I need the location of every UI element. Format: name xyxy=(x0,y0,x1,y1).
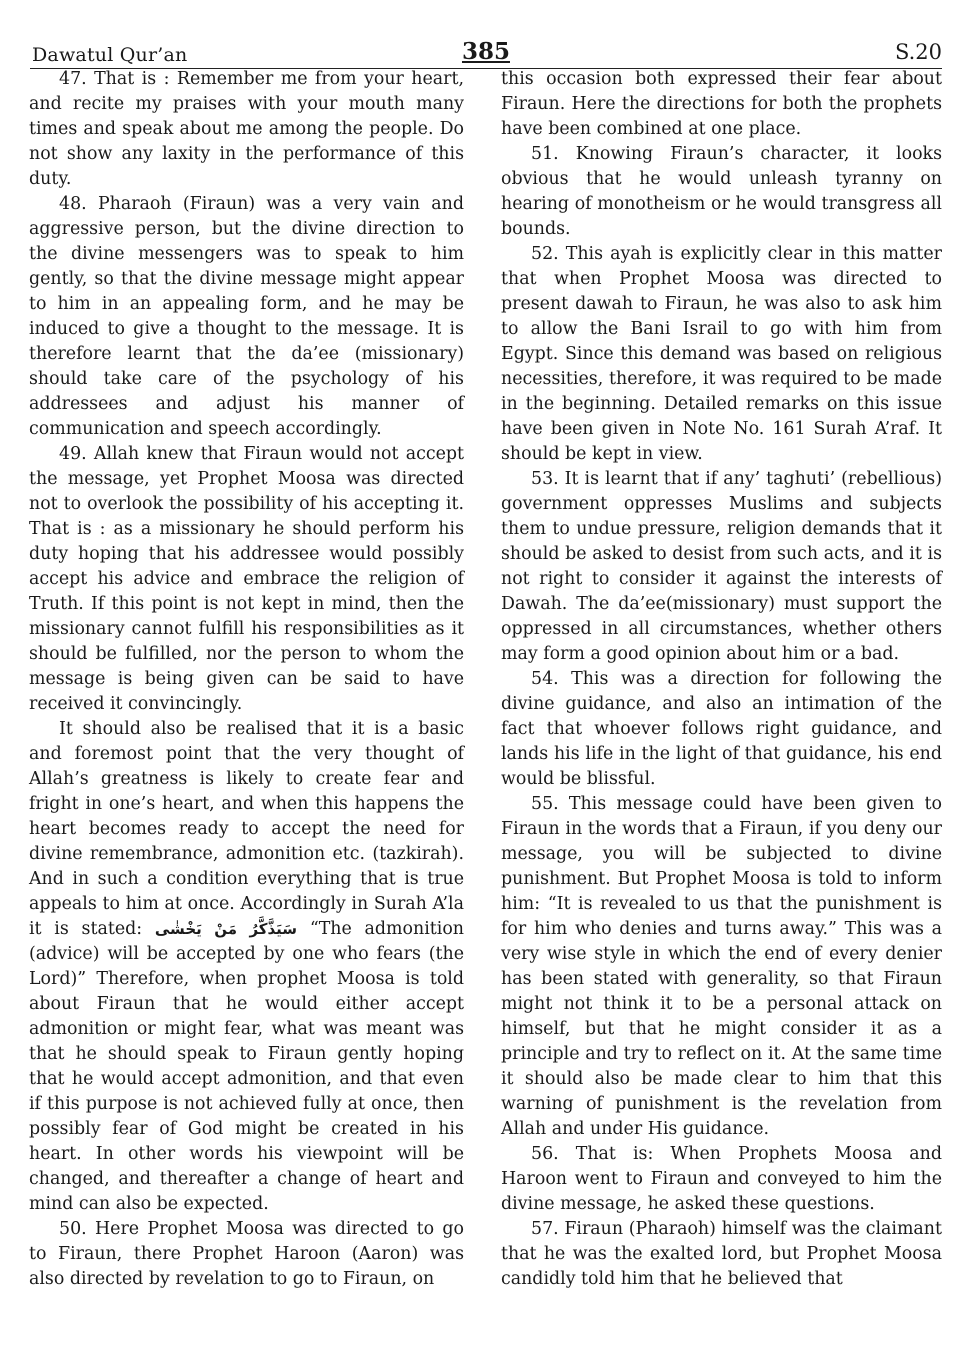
book-title: Dawatul Qur’an xyxy=(32,44,188,66)
page-header xyxy=(30,38,942,69)
note-52: 52. This ayah is explicitly clear in this matter that when Prophet Moosa was directed to present dawah to Firaun, he was also to ask him to allow the Bani Israil to go with him from Egypt. Since this demand was based on religious necessities, therefore, it was required to be made in the beginning. Detailed remarks on this issue have been given in Note No. 161 Surah A’raf. It should be kept in view. xyxy=(501,244,942,464)
note-50: 50. Here Prophet Moosa was directed to go to Firaun, there Prophet Haroon (Aaron) was also directed by revelation to go to Firaun, on xyxy=(29,1219,464,1289)
note-56: 56. That is: When Prophets Moosa and Haroon went to Firaun and conveyed to him the divine message, he asked these questions. xyxy=(501,1144,942,1214)
note-49-text-before: It should also be realised that it is a basic and foremost point that the very thought of Allah’s greatness is likely to create fear and fright in one’s heart, and when this happens the heart becomes ready to accept the need for divine remembrance, admonition etc. (tazkirah). And in such a condition everything that is true appeals to him at once. Accordingly in Surah A’la it is stated: xyxy=(29,719,464,939)
note-48: 48. Pharaoh (Firaun) was a very vain and aggressive person, but the divine direction to the divine messengers was to speak to him gently, so that the divine message might appear to him in an appealing form, and he may be induced to give a thought to the message. It is therefore learnt that the da’ee (missionary) should take care of the psychology of his addressees and adjust his manner of communication and speech accordingly. xyxy=(29,194,464,439)
note-50-continued: this occasion both expressed their fear about Firaun. Here the directions for both the prophets have been combined at one place. xyxy=(501,69,942,139)
note-49: 49. Allah knew that Firaun would not accept the message, yet Prophet Moosa was directed not to overlook the possibility of his accepting it. That is : as a missionary he should perform his duty hoping that his addressee would possibly accept his advice and embrace the religion of Truth. If this point is not kept in mind, then the missionary cannot fulfill his responsibilities as it should be fulfilled, nor the person to whom the message is being given can be said to have received it convincingly. xyxy=(29,444,464,714)
note-51: 51. Knowing Firaun’s character, it looks obvious that he would unleash tyranny on hearing of monotheism or he would transgress all bounds. xyxy=(501,144,942,239)
note-54: 54. This was a direction for following the divine guidance, and also an intimation of the fact that whoever follows right guidance, and lands his life in the light of that guidance, his end would be blissful. xyxy=(501,669,942,789)
note-49-text-after: “The admonition (advice) will be accepted by one who fears (the Lord)” Therefore, when prophet Moosa is told about Firaun that he would either accept admonition or might fear, what was meant was that he should speak to Firaun gently hoping that he would accept admonition, and that even if this purpose is not achieved fully at once, then possibly fear of God might be created in his heart. In other words his viewpoint will be changed, and thereafter a change of heart and mind can also be expected. xyxy=(29,919,464,1214)
note-47: 47. That is : Remember me from your heart, and recite my praises with your mouth many times and speak about me among the people. Do not show any laxity in the performance of this duty. xyxy=(29,69,464,189)
note-55: 55. This message could have been given to Firaun in the words that a Firaun, if you deny our message, you will be subjected to divine punishment. But Prophet Moosa is told to inform him: “It is revealed to us that the punishment is for him who denies and turns away.” This was a very wise style in which the end of every denier has been stated with generality, so that Firaun might not think it to be a personal attack on himself, but that he might consider it as a principle and try to reflect on it. At the same time it should also be made clear to him that this warning of punishment is the revelation from Allah and under His guidance. xyxy=(501,794,942,1139)
note-53: 53. It is learnt that if any’ taghuti’ (rebellious) government oppresses Muslims and subjects them to undue pressure, religion demands that it should be asked to desist from such acts, and it is not right to consider it against the interests of Dawah. The da’ee(missionary) must support the oppressed in all circumstances, whether others may form a good opinion about him or a bad. xyxy=(501,469,942,664)
surah-reference: S.20 xyxy=(894,40,942,64)
page-number: 385 xyxy=(461,38,510,65)
note-57: 57. Firaun (Pharaoh) himself was the claimant that he was the exalted lord, but Prophet Moosa candidly told him that he believed that xyxy=(501,1219,942,1289)
left-column xyxy=(29,67,464,1292)
right-column xyxy=(501,67,942,1292)
note-49-continued xyxy=(29,717,464,1217)
arabic-quote: سَيَذَّكَّرُ مَنْ يَخْشٰى xyxy=(154,920,298,938)
